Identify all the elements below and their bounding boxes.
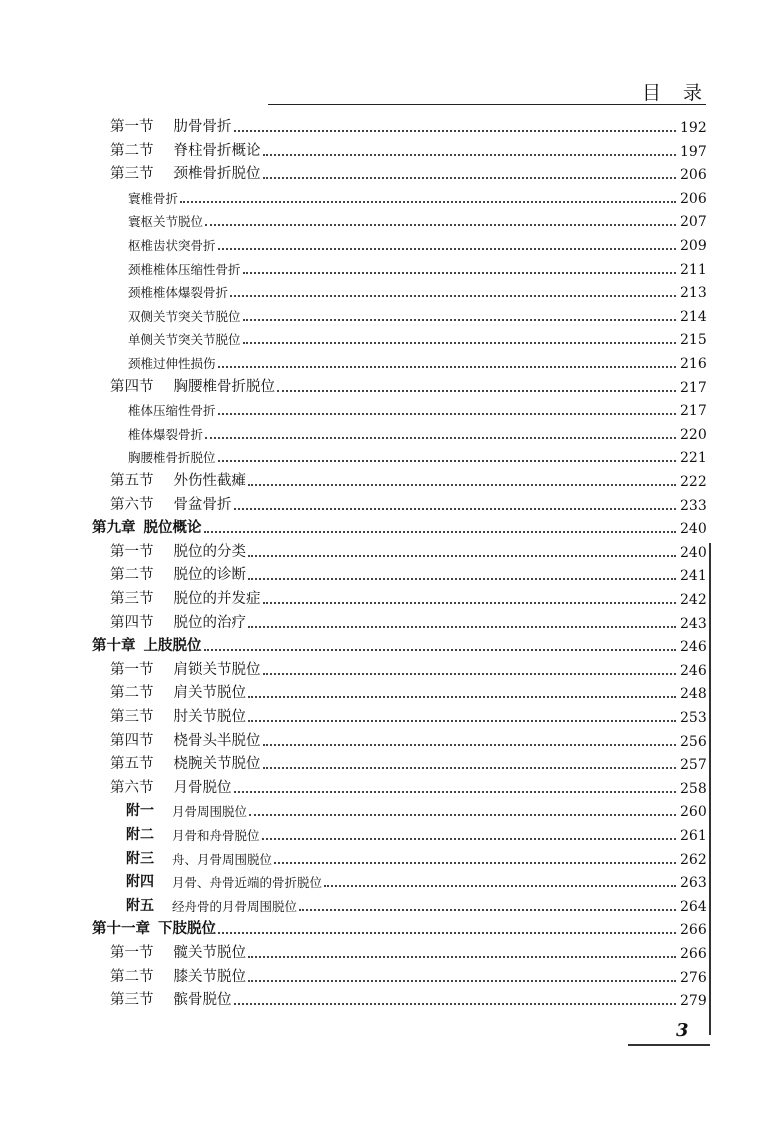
toc-entry bbox=[126, 893, 708, 915]
toc-entry-label: 第三节 bbox=[110, 166, 154, 183]
toc-entry-page: 276 bbox=[680, 969, 707, 986]
toc-leader-dots bbox=[205, 214, 676, 226]
toc-entry bbox=[126, 869, 708, 891]
toc-entry-page: 248 bbox=[680, 686, 707, 703]
toc-entry-title: 脱位的诊断 bbox=[173, 567, 246, 584]
toc-leader-dots bbox=[218, 450, 676, 462]
toc-entry-label: 第十章 bbox=[92, 637, 136, 655]
toc-leader-dots bbox=[274, 852, 676, 864]
toc-entry-title: 颈椎椎体爆裂骨折 bbox=[128, 285, 229, 301]
toc-leader-dots bbox=[234, 993, 677, 1005]
toc-entry-label: 第四节 bbox=[110, 614, 154, 631]
toc-entry-page: 266 bbox=[680, 922, 707, 939]
toc-leader-dots bbox=[263, 144, 677, 156]
toc-entry-title: 桡腕关节脱位 bbox=[173, 756, 261, 773]
toc-leader-dots bbox=[234, 781, 677, 793]
toc-entry-label: 第一节 bbox=[110, 543, 154, 560]
toc-entry-title: 单侧关节突关节脱位 bbox=[128, 332, 241, 348]
toc-entry-title: 经舟骨的月骨周围脱位 bbox=[172, 898, 298, 914]
toc-entry-page: 240 bbox=[680, 521, 707, 538]
toc-entry-title: 外伤性截瘫 bbox=[173, 473, 246, 489]
toc-leader-dots bbox=[204, 521, 677, 533]
toc-entry bbox=[128, 256, 708, 278]
toc-leader-dots bbox=[205, 427, 676, 439]
toc-leader-dots bbox=[248, 474, 676, 486]
toc-entry-title: 桡骨头半脱位 bbox=[173, 732, 261, 749]
toc-entry-title: 双侧关节突关节脱位 bbox=[128, 308, 241, 324]
toc-entry-title: 颈椎过伸性损伤 bbox=[128, 356, 216, 371]
toc-entry bbox=[110, 492, 708, 514]
toc-entry-label: 第九章 bbox=[92, 519, 136, 537]
toc-entry-page: 207 bbox=[680, 214, 707, 231]
toc-leader-dots bbox=[262, 828, 676, 840]
toc-entry-title: 寰枢关节脱位 bbox=[128, 214, 204, 230]
toc-leader-dots bbox=[248, 568, 676, 580]
toc-entry bbox=[110, 751, 708, 773]
toc-leader-dots bbox=[180, 191, 676, 203]
toc-entry bbox=[110, 610, 708, 632]
toc-entry-label: 第一节 bbox=[110, 661, 154, 678]
toc-entry bbox=[110, 940, 708, 962]
toc-entry bbox=[126, 846, 708, 868]
toc-leader-dots bbox=[218, 238, 676, 250]
toc-entry bbox=[92, 916, 708, 938]
toc-entry-page: 192 bbox=[680, 120, 707, 136]
toc-entry-title: 月骨、舟骨近端的骨折脱位 bbox=[172, 875, 323, 891]
toc-entry-page: 211 bbox=[680, 261, 707, 278]
toc-entry-title: 上肢脱位 bbox=[143, 637, 202, 655]
toc-entry bbox=[128, 208, 708, 230]
toc-entry-page: 246 bbox=[680, 662, 707, 679]
toc-entry bbox=[126, 798, 708, 820]
running-header bbox=[268, 76, 724, 105]
toc-entry-title: 脱位概论 bbox=[143, 519, 202, 537]
toc-entry bbox=[128, 232, 708, 254]
toc-entry-label: 第二节 bbox=[110, 567, 154, 584]
toc-entry-label: 第二节 bbox=[110, 685, 154, 702]
toc-entry bbox=[128, 279, 708, 301]
toc-entry-label: 附一 bbox=[126, 803, 154, 820]
toc-leader-dots bbox=[277, 380, 676, 392]
toc-entry-title: 颈椎椎体压缩性骨折 bbox=[128, 261, 241, 277]
toc-entry-label: 第三节 bbox=[110, 709, 154, 725]
toc-leader-dots bbox=[263, 663, 677, 675]
toc-entry-title: 枢椎齿状突骨折 bbox=[128, 238, 216, 253]
toc-entry bbox=[110, 964, 708, 986]
toc-entry bbox=[128, 421, 708, 443]
toc-entry-page: 233 bbox=[680, 497, 707, 514]
toc-entry-title: 肩关节脱位 bbox=[173, 685, 246, 702]
toc-entry-page: 257 bbox=[680, 757, 707, 774]
toc-leader-dots bbox=[248, 946, 676, 958]
toc-entry-label: 附二 bbox=[126, 827, 154, 843]
toc-entry bbox=[126, 822, 708, 844]
toc-entry-title: 肘关节脱位 bbox=[173, 709, 246, 725]
margin-rule bbox=[709, 543, 711, 1035]
toc-entry-title: 肋骨骨折 bbox=[173, 119, 232, 135]
toc-leader-dots bbox=[248, 970, 676, 982]
toc-entry-page: 216 bbox=[680, 356, 707, 372]
toc-entry-page: 246 bbox=[680, 639, 707, 656]
toc-entry-title: 脊柱骨折概论 bbox=[173, 142, 261, 159]
toc-entry-label: 第六节 bbox=[110, 496, 154, 513]
toc-entry-label: 附三 bbox=[126, 850, 154, 867]
toc-leader-dots bbox=[243, 309, 676, 321]
toc-leader-dots bbox=[263, 757, 677, 769]
toc-leader-dots bbox=[243, 332, 676, 344]
toc-entry-page: 240 bbox=[680, 544, 707, 561]
toc-leader-dots bbox=[248, 616, 676, 628]
toc-entry bbox=[110, 562, 708, 584]
toc-entry-label: 第五节 bbox=[110, 473, 154, 489]
toc-entry-title: 月骨周围脱位 bbox=[172, 804, 248, 820]
toc-entry-page: 206 bbox=[680, 167, 707, 184]
toc-entry-label: 第二节 bbox=[110, 142, 154, 159]
toc-entry-page: 209 bbox=[680, 238, 707, 254]
toc-entry-page: 217 bbox=[680, 379, 707, 396]
toc-entry-page: 266 bbox=[680, 946, 707, 962]
toc-entry-label: 第一节 bbox=[110, 119, 154, 135]
toc-entry bbox=[110, 728, 708, 750]
toc-entry-label: 附五 bbox=[126, 897, 154, 914]
toc-entry-page: 220 bbox=[680, 426, 707, 443]
toc-leader-dots bbox=[248, 545, 676, 557]
toc-entry bbox=[128, 185, 708, 207]
toc-leader-dots bbox=[263, 734, 677, 746]
toc-entry-page: 206 bbox=[680, 190, 707, 207]
toc-leader-dots bbox=[230, 285, 676, 297]
toc-entry bbox=[92, 515, 708, 537]
toc-entry-page: 241 bbox=[680, 568, 707, 585]
toc-leader-dots bbox=[249, 804, 676, 816]
toc-entry bbox=[128, 303, 708, 325]
toc-entry-page: 260 bbox=[680, 804, 707, 821]
header-title: 目录 bbox=[641, 82, 724, 104]
toc-entry-title: 月骨脱位 bbox=[173, 779, 232, 796]
toc-entry-label: 第五节 bbox=[110, 756, 154, 773]
toc-entry-page: 256 bbox=[680, 733, 707, 750]
toc-entry bbox=[110, 987, 708, 1009]
toc-entry bbox=[128, 350, 708, 372]
toc-entry bbox=[110, 138, 708, 160]
toc-leader-dots bbox=[218, 356, 676, 368]
toc-entry-label: 第二节 bbox=[110, 968, 154, 985]
toc-entry bbox=[128, 326, 708, 348]
toc-entry-title: 寰椎骨折 bbox=[128, 190, 179, 206]
toc-entry bbox=[110, 468, 708, 490]
toc-entry-title: 下肢脱位 bbox=[158, 920, 216, 938]
toc-entry bbox=[110, 680, 708, 702]
toc-leader-dots bbox=[243, 262, 676, 274]
toc-entry-title: 胸腰椎骨折脱位 bbox=[128, 450, 216, 466]
toc-leader-dots bbox=[263, 167, 677, 179]
toc-entry bbox=[110, 586, 708, 608]
toc-entry-label: 第三节 bbox=[110, 992, 154, 1009]
toc-entry bbox=[110, 539, 708, 561]
toc-entry-label: 第四节 bbox=[110, 378, 154, 395]
toc-entry-title: 骨盆骨折 bbox=[173, 496, 232, 513]
toc-leader-dots bbox=[234, 498, 677, 510]
toc-leader-dots bbox=[218, 403, 676, 415]
toc-leader-dots bbox=[204, 639, 677, 651]
toc-leader-dots bbox=[218, 922, 676, 934]
footer-rule bbox=[628, 1044, 710, 1046]
toc-entry-page: 253 bbox=[680, 710, 707, 726]
toc-leader-dots bbox=[299, 899, 676, 911]
toc-entry-page: 243 bbox=[680, 615, 707, 632]
toc-entry-title: 颈椎骨折脱位 bbox=[173, 166, 261, 183]
toc-entry bbox=[92, 633, 708, 655]
toc-entry-page: 215 bbox=[680, 332, 707, 349]
toc-entry-page: 279 bbox=[680, 993, 707, 1010]
toc-entry bbox=[110, 775, 708, 797]
toc-entry bbox=[110, 657, 708, 679]
toc-entry-page: 242 bbox=[680, 592, 707, 608]
toc-entry-label: 第六节 bbox=[110, 779, 154, 796]
toc-entry-title: 月骨和舟骨脱位 bbox=[172, 828, 260, 843]
toc-entry-page: 214 bbox=[680, 308, 707, 325]
toc-entry-title: 脱位的并发症 bbox=[173, 591, 261, 607]
toc-entry-title: 肩锁关节脱位 bbox=[173, 661, 261, 678]
toc-entry-label: 第十一章 bbox=[92, 920, 150, 938]
toc-entry-page: 217 bbox=[680, 403, 707, 420]
toc-entry-page: 258 bbox=[680, 780, 707, 797]
toc-entry-label: 第一节 bbox=[110, 945, 154, 961]
toc-entry-title: 脱位的分类 bbox=[173, 543, 246, 560]
toc-entry-page: 197 bbox=[680, 143, 707, 160]
toc-entry-label: 附四 bbox=[126, 874, 154, 891]
toc-entry-page: 261 bbox=[680, 828, 707, 844]
toc-entry-page: 213 bbox=[680, 285, 707, 302]
toc-entry bbox=[110, 704, 708, 726]
toc-entry bbox=[128, 397, 708, 419]
toc-entry bbox=[110, 374, 708, 396]
toc-entry-title: 胸腰椎骨折脱位 bbox=[173, 378, 275, 395]
toc-entry-label: 第三节 bbox=[110, 591, 154, 607]
toc-entry-page: 262 bbox=[680, 851, 707, 868]
toc-leader-dots bbox=[248, 686, 676, 698]
toc-entry-page: 263 bbox=[680, 875, 707, 892]
toc-entry bbox=[128, 444, 708, 466]
toc-entry-title: 舟、月骨周围脱位 bbox=[172, 851, 273, 867]
toc-entry-title: 脱位的治疗 bbox=[173, 614, 246, 631]
toc-entry-title: 髌骨脱位 bbox=[173, 992, 232, 1009]
toc-entry-title: 椎体压缩性骨折 bbox=[128, 403, 216, 419]
toc-entry-label: 第四节 bbox=[110, 732, 154, 749]
page-number: 3 bbox=[676, 1020, 689, 1041]
toc-entry-title: 髋关节脱位 bbox=[173, 945, 246, 961]
toc-leader-dots bbox=[324, 875, 676, 887]
toc-entry-title: 椎体爆裂骨折 bbox=[128, 426, 204, 442]
toc-entry bbox=[110, 114, 708, 136]
toc-entry bbox=[110, 161, 708, 183]
toc-entry-page: 264 bbox=[680, 898, 707, 915]
toc-entry-page: 221 bbox=[680, 450, 707, 467]
toc-entry-title: 膝关节脱位 bbox=[173, 968, 246, 985]
toc-leader-dots bbox=[248, 710, 676, 722]
toc-leader-dots bbox=[234, 120, 677, 132]
toc-leader-dots bbox=[263, 592, 677, 604]
toc-entry-page: 222 bbox=[680, 474, 707, 490]
